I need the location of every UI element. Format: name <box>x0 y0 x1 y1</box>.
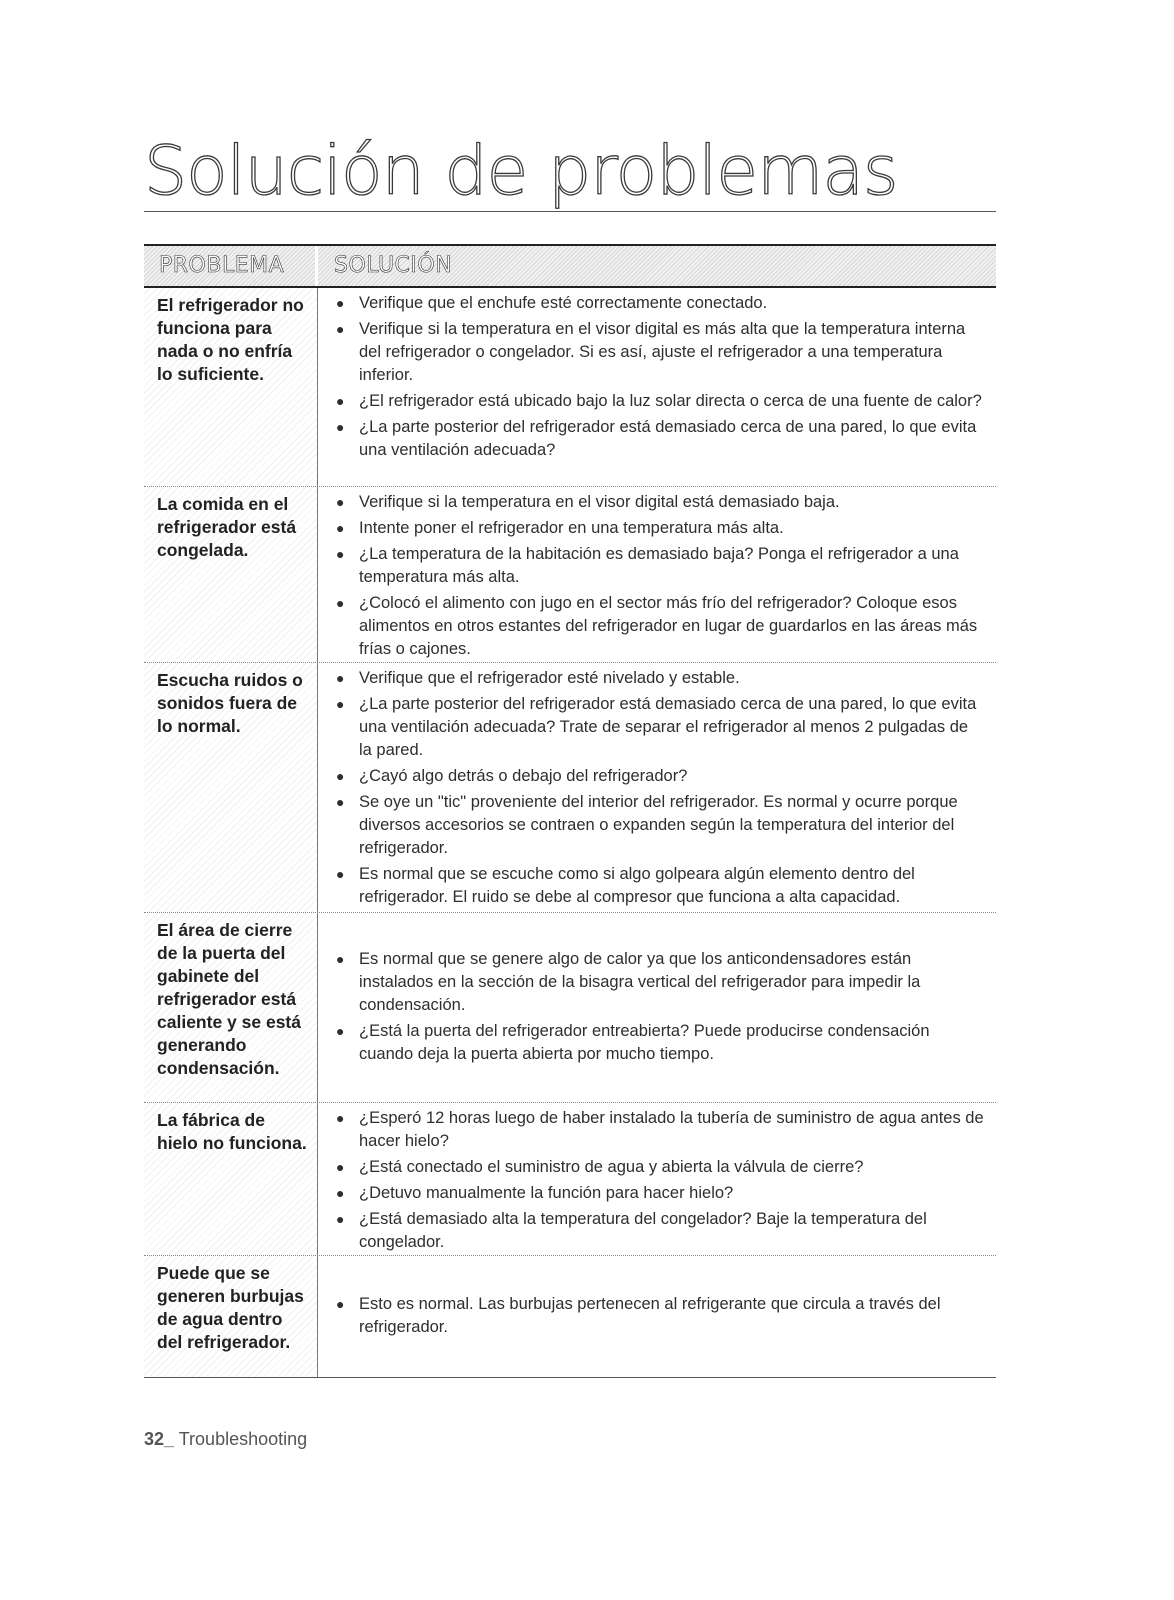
bullet-icon: ● <box>336 1023 345 1039</box>
problem-text: El refrigerador no funciona para nada o no enfría lo suficiente. <box>157 295 304 384</box>
problem-cell <box>144 913 318 1102</box>
list-item: ● ¿Esperó 12 horas luego de haber instalado la tubería de suministro de agua antes de hacer hielo? <box>336 1109 984 1150</box>
bullet-icon: ● <box>336 393 345 409</box>
table-header <box>144 244 996 288</box>
troubleshooting-table <box>144 244 996 1378</box>
bullet-icon: ● <box>336 670 345 686</box>
header-solution: SOLUCIÓN <box>334 253 453 278</box>
list-item: ● ¿El refrigerador está ubicado bajo la luz solar directa o cerca de una fuente de calor? <box>333 390 984 413</box>
bullet-icon: ● <box>336 951 345 967</box>
problem-text: La comida en el refrigerador está congelada. <box>157 494 297 560</box>
bullet-icon: ● <box>336 494 345 510</box>
solution-cell <box>318 663 996 912</box>
table-row <box>144 663 996 913</box>
problem-cell <box>144 288 318 486</box>
problem-text: El área de cierre de la puerta del gabinete del refrigerador está caliente y se está generando condensación. <box>157 920 301 1078</box>
list-item: ● ¿La temperatura de la habitación es demasiado baja? Ponga el refrigerador a una temperatura más alta. <box>336 545 959 586</box>
list-item: ● Esto es normal. Las burbujas pertenecen al refrigerante que circula a través del refrigerador. <box>336 1295 941 1336</box>
list-item: ● ¿Cayó algo detrás o debajo del refrigerador? <box>333 765 984 788</box>
list-item: ● Intente poner el refrigerador en una temperatura más alta. <box>333 517 984 540</box>
list-item: ● ¿Está la puerta del refrigerador entreabierta? Puede producirse condensación cuando deja la puerta abierta por mucho tiempo. <box>336 1022 930 1063</box>
bullet-icon: ● <box>336 1211 345 1227</box>
solution-cell <box>318 913 996 1102</box>
list-item: ● ¿Está conectado el suministro de agua y abierta la válvula de cierre? <box>333 1156 984 1179</box>
table-row <box>144 487 996 663</box>
problem-text: Escucha ruidos o sonidos fuera de lo normal. <box>157 670 303 736</box>
bullet-icon: ● <box>336 1296 345 1312</box>
problem-cell <box>144 1103 318 1255</box>
list-item: ● Se oye un "tic" proveniente del interior del refrigerador. Es normal y ocurre porque diversos accesorios se contraen o expanden según la temperatura del interior del refrigerador. <box>336 793 958 857</box>
header-problem: PROBLEMA <box>144 246 318 286</box>
bullet-icon: ● <box>336 595 345 611</box>
bullet-icon: ● <box>336 1110 345 1126</box>
table-row <box>144 913 996 1103</box>
list-item: ● Es normal que se genere algo de calor ya que los anticondensadores están instalados en la sección de la bisagra vertical del refrigerador para impedir la condensación. <box>336 950 921 1014</box>
list-item: ● ¿La parte posterior del refrigerador está demasiado cerca de una pared, lo que evita una ventilación adecuada? <box>336 418 977 459</box>
problem-cell <box>144 1256 318 1377</box>
list-item: ● ¿Colocó el alimento con jugo en el sector más frío del refrigerador? Coloque esos alimentos en otros estantes del refrigerador en lugar de guardarlos en las áreas más frías o cajones. <box>336 594 978 658</box>
bullet-icon: ● <box>336 419 345 435</box>
problem-cell <box>144 663 318 912</box>
bullet-icon: ● <box>336 696 345 712</box>
page-number: 32_ <box>144 1429 175 1449</box>
table-row <box>144 1103 996 1256</box>
solution-cell <box>318 487 996 662</box>
list-item: ● Verifique si la temperatura en el visor digital es más alta que la temperatura interna del refrigerador o congelador. Si es así, ajuste el refrigerador a una temperatura inferior. <box>336 320 966 384</box>
table-row <box>144 1256 996 1378</box>
section-name: Troubleshooting <box>174 1429 308 1449</box>
solution-cell <box>318 1103 996 1255</box>
bullet-icon: ● <box>336 866 345 882</box>
problem-text: La fábrica de hielo no funciona. <box>157 1110 307 1153</box>
bullet-icon: ● <box>336 520 345 536</box>
title-underline <box>144 211 996 212</box>
bullet-icon: ● <box>336 1185 345 1201</box>
problem-cell <box>144 487 318 662</box>
bullet-icon: ● <box>336 794 345 810</box>
bullet-icon: ● <box>336 546 345 562</box>
page-title: Solución de problemas <box>144 132 898 211</box>
table-row <box>144 288 996 487</box>
solution-cell <box>318 288 996 486</box>
list-item: ● Verifique que el enchufe esté correctamente conectado. <box>333 292 984 315</box>
bullet-icon: ● <box>336 321 345 337</box>
solution-cell <box>318 1256 996 1377</box>
list-item: ● ¿Detuvo manualmente la función para hacer hielo? <box>333 1182 984 1205</box>
problem-text: Puede que se generen burbujas de agua dentro del refrigerador. <box>157 1263 304 1352</box>
page-footer <box>144 1429 307 1450</box>
list-item: ● Verifique que el refrigerador esté nivelado y estable. <box>333 667 984 690</box>
bullet-icon: ● <box>336 295 345 311</box>
list-item: ● Es normal que se escuche como si algo golpeara algún elemento dentro del refrigerador. El ruido se debe al compresor que funciona a alta capacidad. <box>336 865 915 906</box>
list-item: ● ¿La parte posterior del refrigerador está demasiado cerca de una pared, lo que evita una ventilación adecuada? Trate de separar el refrigerador al menos 2 pulgadas de la pared. <box>336 695 977 759</box>
bullet-icon: ● <box>336 768 345 784</box>
list-item: ● ¿Está demasiado alta la temperatura del congelador? Baje la temperatura del congelador. <box>336 1210 927 1251</box>
list-item: ● Verifique si la temperatura en el visor digital está demasiado baja. <box>333 491 984 514</box>
bullet-icon: ● <box>336 1159 345 1175</box>
